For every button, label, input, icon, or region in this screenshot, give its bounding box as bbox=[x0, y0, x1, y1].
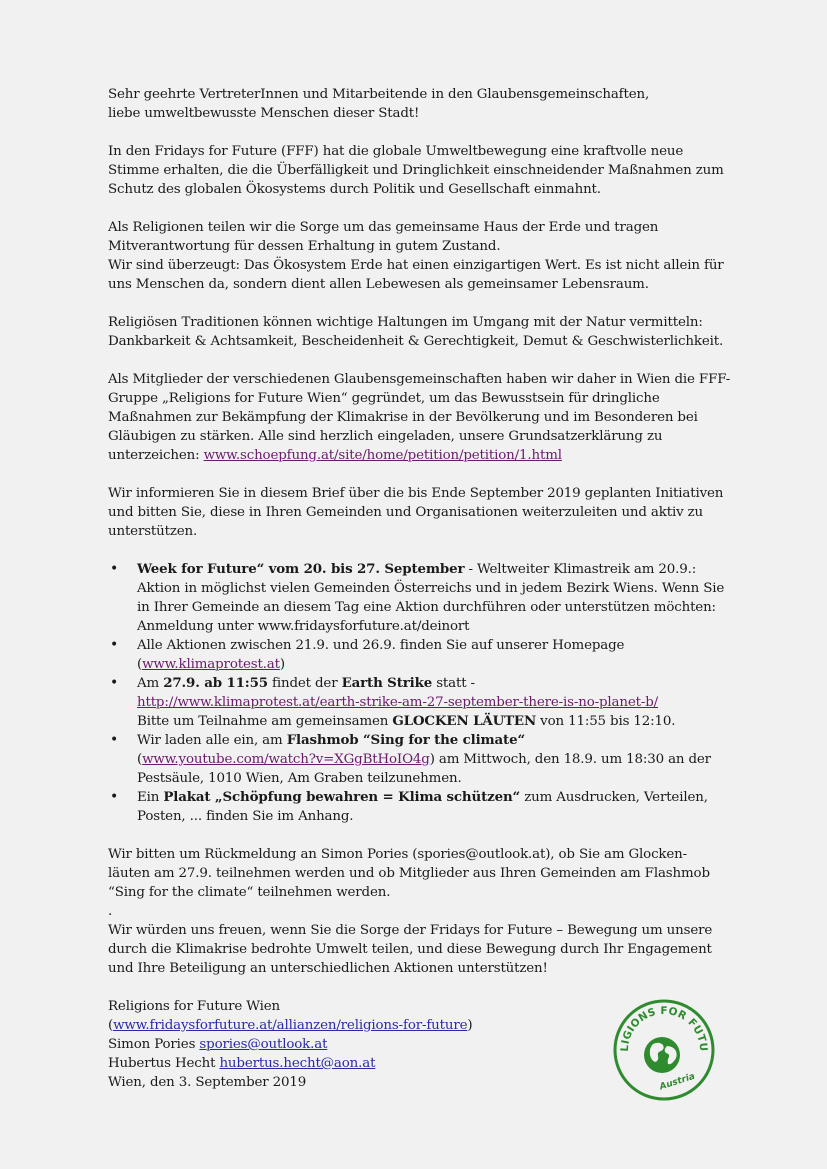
text-line: . bbox=[108, 904, 113, 919]
text-line: Gruppe „Religions for Future Wien“ gegründet, um das Bewusstsein für dringliche bbox=[108, 391, 660, 406]
text-line: Als Mitglieder der verschiedenen Glaubensgemeinschaften haben wir daher in Wien die FFF- bbox=[108, 372, 731, 387]
text-fragment: Am bbox=[137, 676, 164, 691]
text-line: uns Menschen da, sondern dient allen Lebewesen als gemeinsamer Lebensraum. bbox=[108, 277, 649, 292]
signer-name: Hubertus Hecht bbox=[108, 1056, 220, 1071]
greeting-line: liebe umweltbewusste Menschen dieser Stadt! bbox=[108, 106, 420, 121]
youtube-link[interactable]: www.youtube.com/watch?v=XGgBtHoIO4g bbox=[142, 752, 430, 767]
letter-body bbox=[108, 85, 758, 1092]
text-line: Dankbarkeit & Achtsamkeit, Bescheidenheit & Gerechtigkeit, Demut & Geschwisterlichkeit. bbox=[108, 334, 724, 349]
paragraph-group bbox=[108, 370, 758, 465]
earth-strike-link[interactable]: http://www.klimaprotest.at/earth-strike-am-27-september-there-is-no-planet-b/ bbox=[137, 695, 659, 710]
paragraph-info bbox=[108, 484, 758, 541]
text-fragment: ( bbox=[137, 657, 143, 672]
text-line: und bitten Sie, diese in Ihren Gemeinden und Organisationen weiterzuleiten und aktiv zu bbox=[108, 505, 703, 520]
initiatives-list bbox=[108, 560, 758, 826]
text-fragment: - Weltweiter Klimastreik am 20.9.: bbox=[464, 562, 697, 577]
list-item bbox=[108, 636, 758, 674]
text-fragment: unterzeichen: bbox=[108, 448, 204, 463]
logo-sub-text: Austria bbox=[658, 1071, 697, 1093]
signature-org: Religions for Future Wien bbox=[108, 999, 281, 1014]
bold-text: Earth Strike bbox=[341, 675, 433, 691]
text-line: Wir informieren Sie in diesem Brief über die bis Ende September 2019 geplanten Initiativen bbox=[108, 486, 724, 501]
text-line: In den Fridays for Future (FFF) hat die globale Umweltbewegung eine kraftvolle neue bbox=[108, 144, 684, 159]
text-line: unterstützen. bbox=[108, 524, 198, 539]
text-fragment: Ein bbox=[137, 790, 164, 805]
globe-icon bbox=[644, 1037, 680, 1073]
text-line: Anmeldung unter www.fridaysforfuture.at/deinort bbox=[137, 619, 470, 634]
text-fragment: findet der bbox=[267, 676, 342, 691]
text-line bbox=[137, 693, 758, 712]
text-line: Wir würden uns freuen, wenn Sie die Sorge der Fridays for Future – Bewegung um unsere bbox=[108, 923, 713, 938]
text-line bbox=[137, 750, 758, 769]
text-line: durch die Klimakrise bedrohte Umwelt teilen, und diese Bewegung durch Ihr Engagement bbox=[108, 942, 712, 957]
text-line: Aktion in möglichst vielen Gemeinden Österreichs und in jedem Bezirk Wiens. Wenn Sie bbox=[137, 581, 725, 596]
paragraph-feedback bbox=[108, 845, 758, 921]
bullet-icon: • bbox=[110, 561, 119, 577]
text-fragment: von 11:55 bis 12:10. bbox=[536, 714, 676, 729]
text-line: “Sing for the climate“ teilnehmen werden. bbox=[108, 885, 391, 900]
text-line bbox=[108, 446, 758, 465]
bullet-icon: • bbox=[110, 732, 119, 748]
place-date: Wien, den 3. September 2019 bbox=[108, 1075, 307, 1090]
text-line bbox=[137, 674, 758, 693]
bold-text: Week for Future“ vom 20. bis 27. September bbox=[137, 561, 465, 577]
text-line bbox=[137, 731, 758, 750]
text-fragment: ) bbox=[467, 1018, 473, 1033]
text-fragment: statt - bbox=[432, 676, 475, 691]
text-fragment: Bitte um Teilnahme am gemeinsamen bbox=[137, 714, 393, 729]
text-fragment: ( bbox=[108, 1018, 114, 1033]
text-line: Schutz des globalen Ökosystems durch Politik und Gesellschaft einmahnt. bbox=[108, 182, 601, 197]
greeting-line: Sehr geehrte VertreterInnen und Mitarbeitende in den Glaubensgemeinschaften, bbox=[108, 87, 650, 102]
text-line bbox=[137, 560, 758, 579]
text-line bbox=[137, 712, 758, 731]
bullet-icon: • bbox=[110, 637, 119, 653]
bold-text: Plakat „Schöpfung bewahren = Klima schützen“ bbox=[163, 789, 521, 805]
text-line: Wir bitten um Rückmeldung an Simon Pories (spories@outlook.at), ob Sie am Glocken- bbox=[108, 847, 688, 862]
signer-name: Simon Pories bbox=[108, 1037, 200, 1052]
bullet-icon: • bbox=[110, 789, 119, 805]
list-item bbox=[108, 674, 758, 731]
text-fragment: ) am Mittwoch, den 18.9. um 18:30 an der bbox=[429, 752, 711, 767]
list-item bbox=[108, 560, 758, 636]
bullet-icon: • bbox=[110, 675, 119, 691]
text-line: Mitverantwortung für dessen Erhaltung in gutem Zustand. bbox=[108, 239, 501, 254]
text-line: Stimme erhalten, die die Überfälligkeit und Dringlichkeit einschneidender Maßnahmen zum bbox=[108, 163, 724, 178]
paragraph-religions bbox=[108, 218, 758, 294]
petition-link[interactable]: www.schoepfung.at/site/home/petition/petition/1.html bbox=[203, 448, 562, 463]
klimaprotest-link[interactable]: www.klimaprotest.at bbox=[142, 657, 280, 672]
list-item bbox=[108, 788, 758, 826]
text-line: in Ihrer Gemeinde an diesem Tag eine Aktion durchführen oder unterstützen möchten: bbox=[137, 600, 716, 615]
bold-text: GLOCKEN LÄUTEN bbox=[392, 713, 537, 729]
religions-for-future-logo bbox=[612, 998, 716, 1102]
greeting bbox=[108, 85, 758, 123]
text-fragment: ) bbox=[279, 657, 285, 672]
bold-text: 27.9. ab 11:55 bbox=[163, 675, 268, 691]
bold-text: Flashmob “Sing for the climate“ bbox=[286, 732, 526, 748]
text-line: Wir sind überzeugt: Das Ökosystem Erde hat einen einzigartigen Wert. Es ist nicht allein für bbox=[108, 258, 724, 273]
logo-svg bbox=[612, 998, 716, 1102]
email-link[interactable]: spories@outlook.at bbox=[199, 1037, 328, 1052]
text-line: und Ihre Beteiligung an unterschiedlichen Aktionen unterstützen! bbox=[108, 961, 548, 976]
org-link[interactable]: www.fridaysforfuture.at/allianzen/religions-for-future bbox=[113, 1018, 468, 1033]
text-line bbox=[137, 788, 758, 807]
logo-arc-text: LIGIONS FOR FUTU bbox=[618, 1004, 710, 1052]
list-item bbox=[108, 731, 758, 788]
email-link[interactable]: hubertus.hecht@aon.at bbox=[219, 1056, 376, 1071]
paragraph-traditions bbox=[108, 313, 758, 351]
text-line: läuten am 27.9. teilnehmen werden und ob Mitglieder aus Ihren Gemeinden am Flashmob bbox=[108, 866, 710, 881]
text-fragment: zum Ausdrucken, Verteilen, bbox=[520, 790, 708, 805]
text-line: Maßnahmen zur Bekämpfung der Klimakrise in der Bevölkerung und im Besonderen bei bbox=[108, 410, 698, 425]
text-fragment: ( bbox=[137, 752, 143, 767]
paragraph-closing bbox=[108, 921, 758, 978]
text-line bbox=[137, 655, 758, 674]
text-line: Posten, ... finden Sie im Anhang. bbox=[137, 809, 354, 824]
paragraph-fff bbox=[108, 142, 758, 199]
text-line: Religiösen Traditionen können wichtige Haltungen im Umgang mit der Natur vermitteln: bbox=[108, 315, 703, 330]
text-line: Pestsäule, 1010 Wien, Am Graben teilzunehmen. bbox=[137, 771, 462, 786]
text-line: Alle Aktionen zwischen 21.9. und 26.9. finden Sie auf unserer Homepage bbox=[137, 638, 625, 653]
text-fragment: Wir laden alle ein, am bbox=[137, 733, 287, 748]
text-line: Als Religionen teilen wir die Sorge um das gemeinsame Haus der Erde und tragen bbox=[108, 220, 659, 235]
text-line: Gläubigen zu stärken. Alle sind herzlich eingeladen, unsere Grundsatzerklärung zu bbox=[108, 429, 663, 444]
